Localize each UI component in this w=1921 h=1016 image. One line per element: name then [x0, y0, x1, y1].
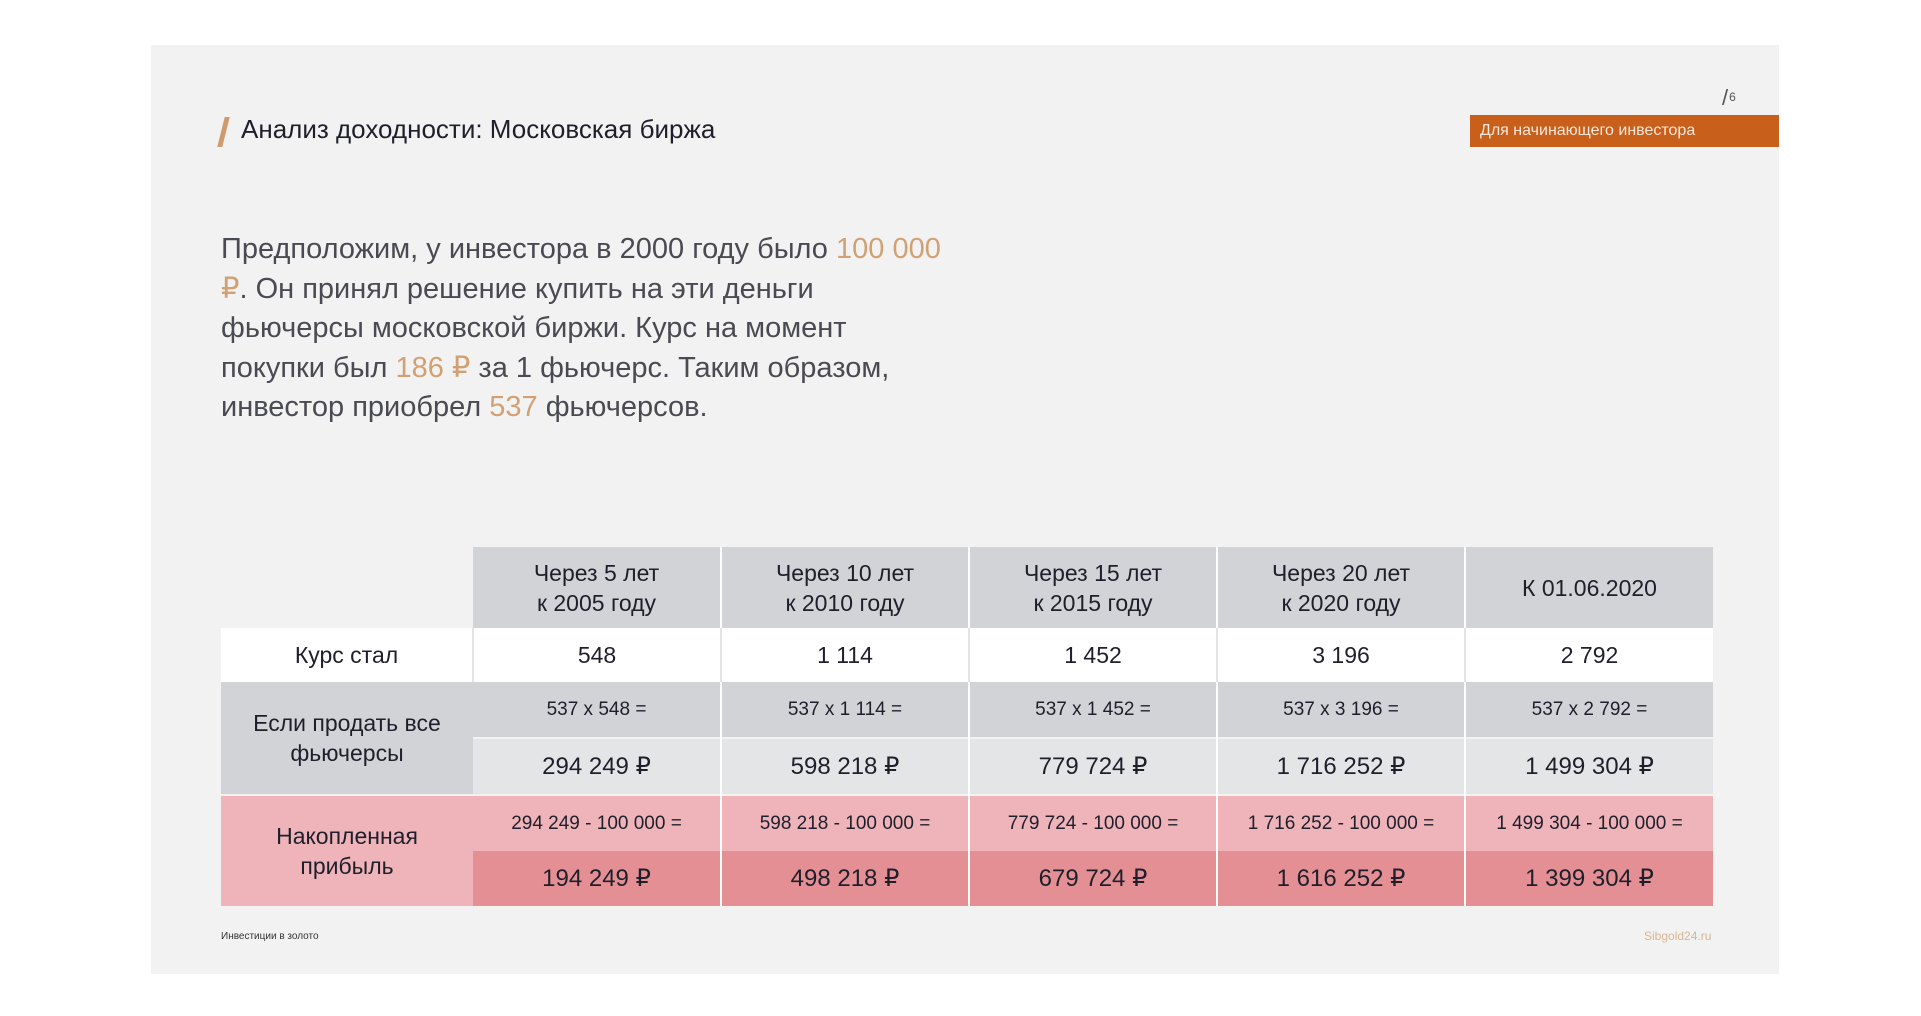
intro-amount: 100 000 ₽: [221, 233, 941, 305]
slash-divider-icon: /: [1722, 85, 1729, 110]
footer-caption: Инвестиции в золото: [221, 931, 319, 942]
profit-formula-cell: 779 724 - 100 000 =: [969, 795, 1217, 851]
intro-price: 186 ₽: [395, 351, 471, 384]
intro-text-3: за 1 фьючерс. Таким образом, инвестор приобрел: [221, 351, 890, 423]
rate-cell: 3 196: [1217, 628, 1465, 682]
profit-value-cell: 1 616 252 ₽: [1217, 851, 1465, 906]
sell-value-cell: 1 499 304 ₽: [1465, 738, 1713, 795]
profit-formula-cell: 1 499 304 - 100 000 =: [1465, 795, 1713, 851]
table-header-row: [221, 547, 1713, 628]
rate-cell: 548: [473, 628, 721, 682]
footer-site-link[interactable]: Sibgold24.ru: [1644, 929, 1712, 943]
audience-badge: Для начинающего инвестора: [1470, 115, 1779, 147]
column-header: [473, 547, 721, 628]
rate-row-label: Курс стал: [221, 628, 473, 682]
profit-formula-cell: 598 218 - 100 000 =: [721, 795, 969, 851]
sell-value-cell: 294 249 ₽: [473, 738, 721, 795]
table-row: [221, 682, 1713, 738]
column-header: [1465, 547, 1713, 628]
rate-cell: 2 792: [1465, 628, 1713, 682]
sell-formula-cell: 537 х 1 114 =: [721, 682, 969, 738]
sell-formula-cell: 537 х 2 792 =: [1465, 682, 1713, 738]
column-header-line2: к 2010 году: [785, 589, 905, 616]
column-header-line2: к 2015 году: [1033, 589, 1153, 616]
profit-label-line2: прибыль: [300, 853, 394, 879]
header-corner-cell: [221, 547, 473, 628]
rate-cell: 1 452: [969, 628, 1217, 682]
column-header-line1: Через 20 лет: [1271, 559, 1411, 586]
intro-paragraph: [221, 230, 941, 428]
column-header-line1: Через 15 лет: [1023, 559, 1163, 586]
slide: [151, 45, 1779, 974]
sell-value-cell: 779 724 ₽: [969, 738, 1217, 795]
sell-value-cell: 1 716 252 ₽: [1217, 738, 1465, 795]
profit-value-cell: 194 249 ₽: [473, 851, 721, 906]
profit-value-cell: 679 724 ₽: [969, 851, 1217, 906]
title-accent-bar: [217, 117, 229, 147]
sell-label-line1: Если продать все: [253, 710, 441, 736]
column-header: [721, 547, 969, 628]
sell-formula-cell: 537 х 3 196 =: [1217, 682, 1465, 738]
profit-row-label: [221, 795, 473, 906]
column-header-line1: Через 5 лет: [533, 559, 660, 586]
page-number: [1722, 81, 1736, 110]
intro-text-1: Предположим, у инвестора в 2000 году было: [221, 233, 828, 265]
sell-row-label: [221, 682, 473, 795]
column-header-line1: Через 10 лет: [775, 559, 915, 586]
page-title: Анализ доходности: Московская биржа: [241, 114, 716, 144]
column-header: [969, 547, 1217, 628]
sell-formula-cell: 537 х 1 452 =: [969, 682, 1217, 738]
sell-label-line2: фьючерсы: [290, 740, 404, 766]
profit-value-cell: 498 218 ₽: [721, 851, 969, 906]
column-header-line2: к 2020 году: [1281, 589, 1401, 616]
yield-table: [221, 547, 1713, 906]
sell-formula-cell: 537 х 548 =: [473, 682, 721, 738]
intro-count: 537: [489, 391, 538, 423]
column-header: [1217, 547, 1465, 628]
table-row: [221, 628, 1713, 682]
rate-cell: 1 114: [721, 628, 969, 682]
profit-formula-cell: 1 716 252 - 100 000 =: [1217, 795, 1465, 851]
profit-value-cell: 1 399 304 ₽: [1465, 851, 1713, 906]
intro-text-4: фьючерсов.: [537, 391, 708, 423]
page-number-value: 6: [1729, 90, 1736, 104]
column-header-line1: К 01.06.2020: [1522, 574, 1657, 601]
column-header-line2: к 2005 году: [536, 589, 657, 616]
table-row: [221, 795, 1713, 851]
intro-text-2: . Он принял решение купить на эти деньги фьючерсы московской биржи. Курс на момент покупки был: [221, 272, 847, 384]
profit-label-line1: Накопленная: [276, 823, 418, 849]
profit-formula-cell: 294 249 - 100 000 =: [473, 795, 721, 851]
sell-value-cell: 598 218 ₽: [721, 738, 969, 795]
